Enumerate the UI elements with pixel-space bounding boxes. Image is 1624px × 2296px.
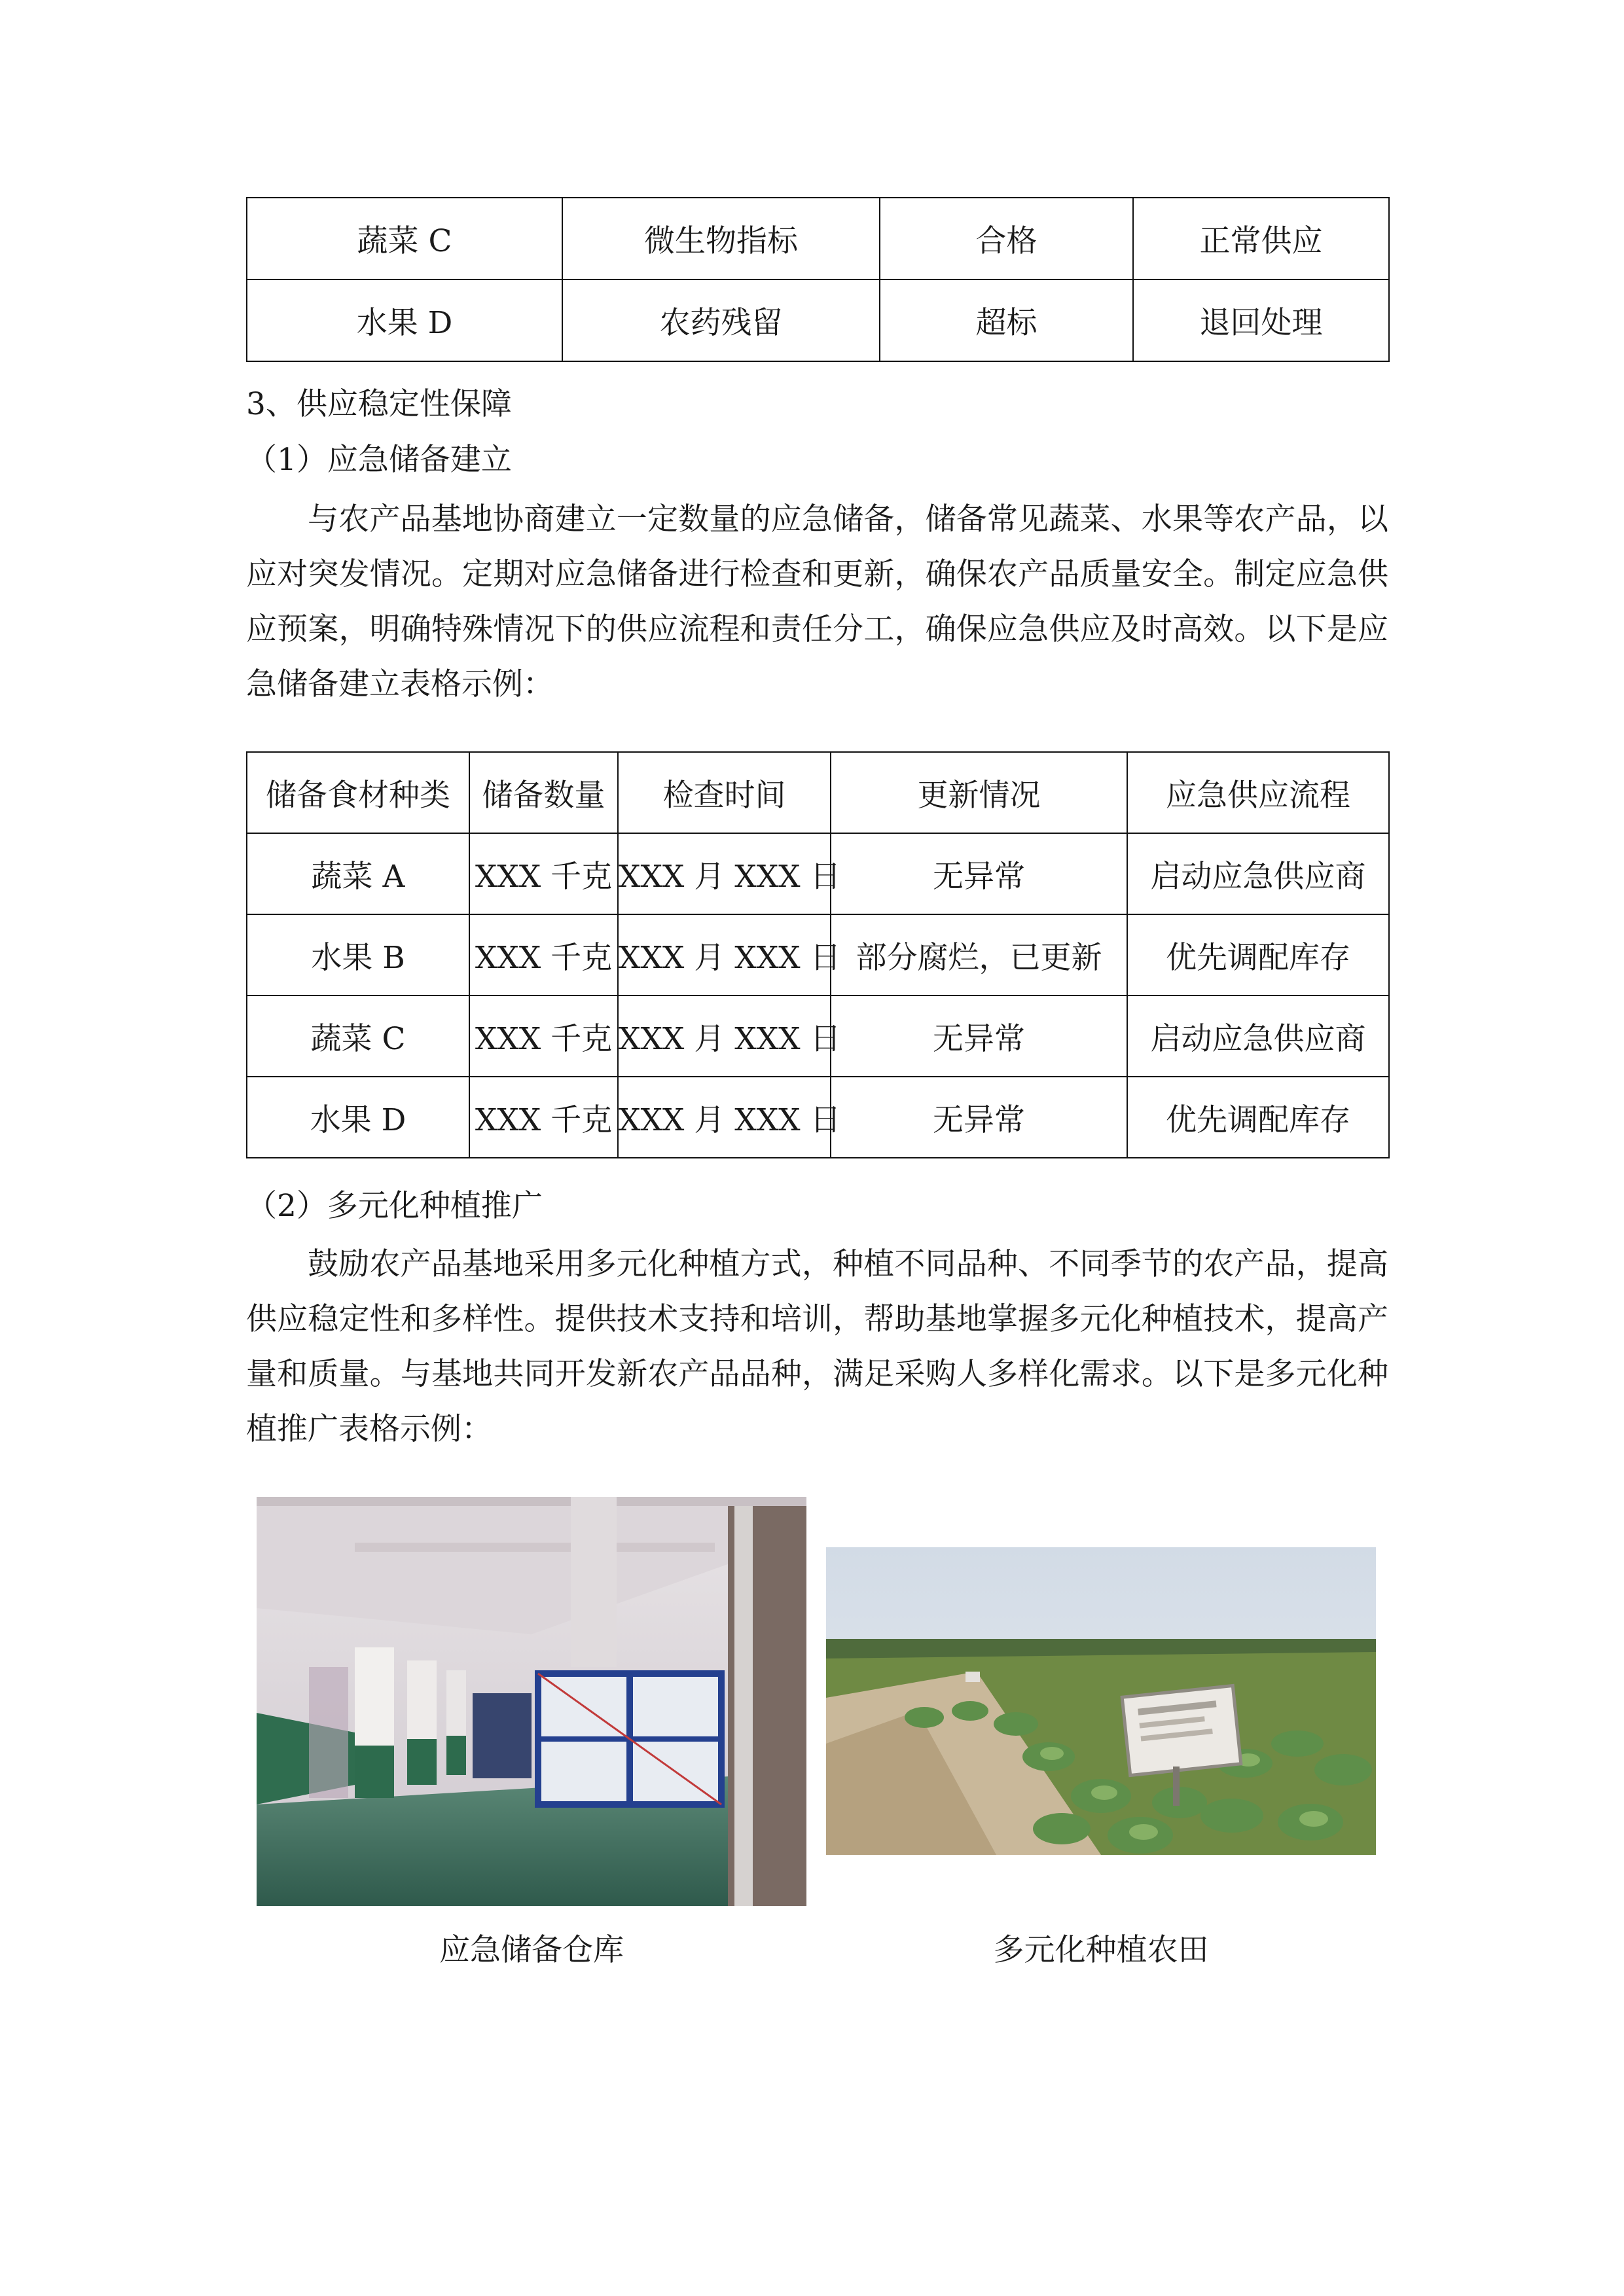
table-cell: XXX 月 XXX 日 <box>618 996 831 1077</box>
table-cell: XXX 千克 <box>469 996 618 1077</box>
table-cell: XXX 千克 <box>469 833 618 914</box>
table-row <box>247 1077 1389 1158</box>
table-cell: 水果 D <box>247 279 562 361</box>
table-cell: 水果 B <box>247 914 469 996</box>
table-cell: XXX 月 XXX 日 <box>618 914 831 996</box>
paragraph-emergency-reserve: 与农产品基地协商建立一定数量的应急储备，储备常见蔬菜、水果等农产品，以应对突发情况。定期对应急储备进行检查和更新，确保农产品质量安全。制定应急供应预案，明确特殊情况下的供应流程和责任分工，确保应急供应及时高效。以下是应急储备建立表格示例： <box>246 501 1388 702</box>
warehouse-photo <box>257 1497 806 1906</box>
table-cell: 微生物指标 <box>562 198 880 279</box>
warehouse-caption: 应急储备仓库 <box>439 1932 624 1968</box>
table-cell: 启动应急供应商 <box>1127 833 1389 914</box>
table-cell: 蔬菜 C <box>247 198 562 279</box>
table-header: 储备数量 <box>469 752 618 833</box>
table-cell: XXX 千克 <box>469 1077 618 1158</box>
paragraph-diversified-planting: 鼓励农产品基地采用多元化种植方式，种植不同品种、不同季节的农产品，提高供应稳定性和多样性。提供技术支持和培训，帮助基地掌握多元化种植技术，提高产量和质量。与基地共同开发新农产品品种，满足采购人多样化需求。以下是多元化种植推广表格示例： <box>246 1246 1388 1447</box>
farmland-caption: 多元化种植农田 <box>993 1932 1209 1968</box>
table-header: 应急供应流程 <box>1127 752 1389 833</box>
table-cell: 优先调配库存 <box>1127 914 1389 996</box>
inspection-table <box>246 197 1390 362</box>
table-header: 储备食材种类 <box>247 752 469 833</box>
table-cell: 蔬菜 C <box>247 996 469 1077</box>
table-header: 检查时间 <box>618 752 831 833</box>
table-cell: 农药残留 <box>562 279 880 361</box>
table-cell: 合格 <box>880 198 1133 279</box>
table-cell: 优先调配库存 <box>1127 1077 1389 1158</box>
table-row <box>247 279 1389 361</box>
table-cell: 水果 D <box>247 1077 469 1158</box>
subsection-heading-1: （1）应急储备建立 <box>246 442 512 478</box>
table-cell: 无异常 <box>831 1077 1127 1158</box>
table-cell: 正常供应 <box>1133 198 1389 279</box>
table-cell: XXX 千克 <box>469 914 618 996</box>
table-cell: XXX 月 XXX 日 <box>618 833 831 914</box>
table-row <box>247 996 1389 1077</box>
table-cell: XXX 月 XXX 日 <box>618 1077 831 1158</box>
table-header-row <box>247 752 1389 833</box>
table-cell: 部分腐烂，已更新 <box>831 914 1127 996</box>
table-cell: 无异常 <box>831 996 1127 1077</box>
table-cell: 超标 <box>880 279 1133 361</box>
reserve-table <box>246 751 1390 1158</box>
table-cell: 启动应急供应商 <box>1127 996 1389 1077</box>
table-cell: 无异常 <box>831 833 1127 914</box>
table-row <box>247 833 1389 914</box>
subsection-heading-2: （2）多元化种植推广 <box>246 1188 543 1224</box>
table-row <box>247 198 1389 279</box>
table-row <box>247 914 1389 996</box>
table-cell: 蔬菜 A <box>247 833 469 914</box>
section-heading: 3、供应稳定性保障 <box>246 386 512 422</box>
table-header: 更新情况 <box>831 752 1127 833</box>
farmland-photo <box>826 1547 1376 1855</box>
table-cell: 退回处理 <box>1133 279 1389 361</box>
